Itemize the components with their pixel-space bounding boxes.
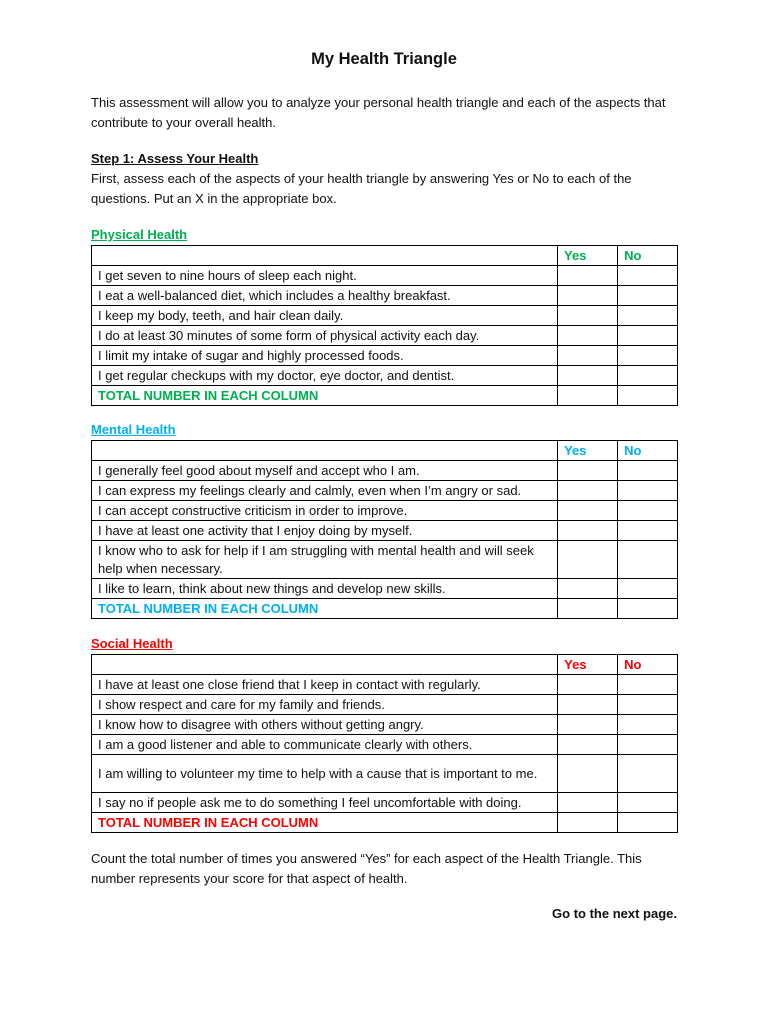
question-cell: I limit my intake of sugar and highly processed foods. xyxy=(92,346,558,366)
table-row xyxy=(92,521,678,541)
table-row xyxy=(92,266,678,286)
no-checkbox-cell[interactable] xyxy=(618,501,678,521)
no-total-cell[interactable] xyxy=(618,813,678,833)
yes-checkbox-cell[interactable] xyxy=(558,715,618,735)
yes-checkbox-cell[interactable] xyxy=(558,675,618,695)
page-title: My Health Triangle xyxy=(311,50,457,68)
yes-column-header: Yes xyxy=(558,246,618,266)
no-checkbox-cell[interactable] xyxy=(618,346,678,366)
table-row xyxy=(92,306,678,326)
table-header-row xyxy=(92,441,678,461)
question-cell: I know how to disagree with others without getting angry. xyxy=(92,715,558,735)
question-cell: I can accept constructive criticism in order to improve. xyxy=(92,501,558,521)
table-row xyxy=(92,579,678,599)
question-cell: I generally feel good about myself and accept who I am. xyxy=(92,461,558,481)
no-total-cell[interactable] xyxy=(618,386,678,406)
table-row xyxy=(92,715,678,735)
table-row xyxy=(92,346,678,366)
outro-paragraph: Count the total number of times you answered “Yes” for each aspect of the Health Triangle. This number represents your score for that aspect of health. xyxy=(91,851,642,886)
yes-checkbox-cell[interactable] xyxy=(558,286,618,306)
question-cell: I get regular checkups with my doctor, eye doctor, and dentist. xyxy=(92,366,558,386)
mental-health-title: Mental Health xyxy=(91,422,176,437)
question-cell: I can express my feelings clearly and calmly, even when I’m angry or sad. xyxy=(92,481,558,501)
yes-checkbox-cell[interactable] xyxy=(558,541,618,579)
next-page-note: Go to the next page. xyxy=(552,906,677,921)
table-header-row xyxy=(92,655,678,675)
yes-checkbox-cell[interactable] xyxy=(558,346,618,366)
no-checkbox-cell[interactable] xyxy=(618,675,678,695)
header-blank-cell xyxy=(92,246,558,266)
total-label: TOTAL NUMBER IN EACH COLUMN xyxy=(92,813,558,833)
no-checkbox-cell[interactable] xyxy=(618,461,678,481)
table-row xyxy=(92,695,678,715)
yes-checkbox-cell[interactable] xyxy=(558,326,618,346)
table-header-row xyxy=(92,246,678,266)
step1-heading: Step 1: Assess Your Health xyxy=(91,151,259,166)
no-checkbox-cell[interactable] xyxy=(618,286,678,306)
table-row xyxy=(92,286,678,306)
no-checkbox-cell[interactable] xyxy=(618,579,678,599)
question-cell: I like to learn, think about new things and develop new skills. xyxy=(92,579,558,599)
question-cell: I am willing to volunteer my time to help with a cause that is important to me. xyxy=(92,755,558,793)
yes-checkbox-cell[interactable] xyxy=(558,501,618,521)
question-cell: I do at least 30 minutes of some form of physical activity each day. xyxy=(92,326,558,346)
yes-checkbox-cell[interactable] xyxy=(558,521,618,541)
no-checkbox-cell[interactable] xyxy=(618,755,678,793)
no-checkbox-cell[interactable] xyxy=(618,521,678,541)
total-label: TOTAL NUMBER IN EACH COLUMN xyxy=(92,386,558,406)
total-label: TOTAL NUMBER IN EACH COLUMN xyxy=(92,599,558,619)
question-cell: I keep my body, teeth, and hair clean daily. xyxy=(92,306,558,326)
table-row xyxy=(92,675,678,695)
yes-checkbox-cell[interactable] xyxy=(558,735,618,755)
table-row xyxy=(92,366,678,386)
table-row xyxy=(92,755,678,793)
question-cell: I have at least one activity that I enjoy doing by myself. xyxy=(92,521,558,541)
step1-instructions: First, assess each of the aspects of your health triangle by answering Yes or No to each of the questions. Put an X in the appropriate box. xyxy=(91,171,632,206)
no-checkbox-cell[interactable] xyxy=(618,366,678,386)
intro-paragraph: This assessment will allow you to analyze your personal health triangle and each of the aspects that contribute to your overall health. xyxy=(91,95,666,130)
question-cell: I know who to ask for help if I am struggling with mental health and will seek help when necessary. xyxy=(92,541,558,579)
yes-checkbox-cell[interactable] xyxy=(558,793,618,813)
yes-checkbox-cell[interactable] xyxy=(558,461,618,481)
yes-checkbox-cell[interactable] xyxy=(558,306,618,326)
yes-total-cell[interactable] xyxy=(558,599,618,619)
social-health-table xyxy=(91,654,678,833)
no-checkbox-cell[interactable] xyxy=(618,481,678,501)
no-checkbox-cell[interactable] xyxy=(618,326,678,346)
yes-checkbox-cell[interactable] xyxy=(558,266,618,286)
yes-column-header: Yes xyxy=(558,655,618,675)
no-column-header: No xyxy=(618,655,678,675)
physical-health-table xyxy=(91,245,678,406)
question-cell: I say no if people ask me to do something I feel uncomfortable with doing. xyxy=(92,793,558,813)
yes-checkbox-cell[interactable] xyxy=(558,695,618,715)
question-cell: I get seven to nine hours of sleep each night. xyxy=(92,266,558,286)
table-row xyxy=(92,735,678,755)
no-checkbox-cell[interactable] xyxy=(618,735,678,755)
no-checkbox-cell[interactable] xyxy=(618,266,678,286)
header-blank-cell xyxy=(92,441,558,461)
question-cell: I show respect and care for my family and friends. xyxy=(92,695,558,715)
total-row xyxy=(92,599,678,619)
yes-checkbox-cell[interactable] xyxy=(558,481,618,501)
total-row xyxy=(92,813,678,833)
table-row xyxy=(92,793,678,813)
no-column-header: No xyxy=(618,246,678,266)
no-checkbox-cell[interactable] xyxy=(618,541,678,579)
no-checkbox-cell[interactable] xyxy=(618,306,678,326)
question-cell: I have at least one close friend that I keep in contact with regularly. xyxy=(92,675,558,695)
no-checkbox-cell[interactable] xyxy=(618,715,678,735)
table-row xyxy=(92,541,678,579)
no-checkbox-cell[interactable] xyxy=(618,793,678,813)
no-checkbox-cell[interactable] xyxy=(618,695,678,715)
yes-total-cell[interactable] xyxy=(558,813,618,833)
table-row xyxy=(92,461,678,481)
yes-checkbox-cell[interactable] xyxy=(558,755,618,793)
total-row xyxy=(92,386,678,406)
table-row xyxy=(92,501,678,521)
yes-checkbox-cell[interactable] xyxy=(558,366,618,386)
question-cell: I eat a well-balanced diet, which includes a healthy breakfast. xyxy=(92,286,558,306)
no-column-header: No xyxy=(618,441,678,461)
physical-health-title: Physical Health xyxy=(91,227,188,242)
table-row xyxy=(92,326,678,346)
header-blank-cell xyxy=(92,655,558,675)
social-health-title: Social Health xyxy=(91,636,173,651)
yes-checkbox-cell[interactable] xyxy=(558,579,618,599)
yes-column-header: Yes xyxy=(558,441,618,461)
table-row xyxy=(92,481,678,501)
yes-total-cell[interactable] xyxy=(558,386,618,406)
no-total-cell[interactable] xyxy=(618,599,678,619)
question-cell: I am a good listener and able to communicate clearly with others. xyxy=(92,735,558,755)
mental-health-table xyxy=(91,440,678,619)
